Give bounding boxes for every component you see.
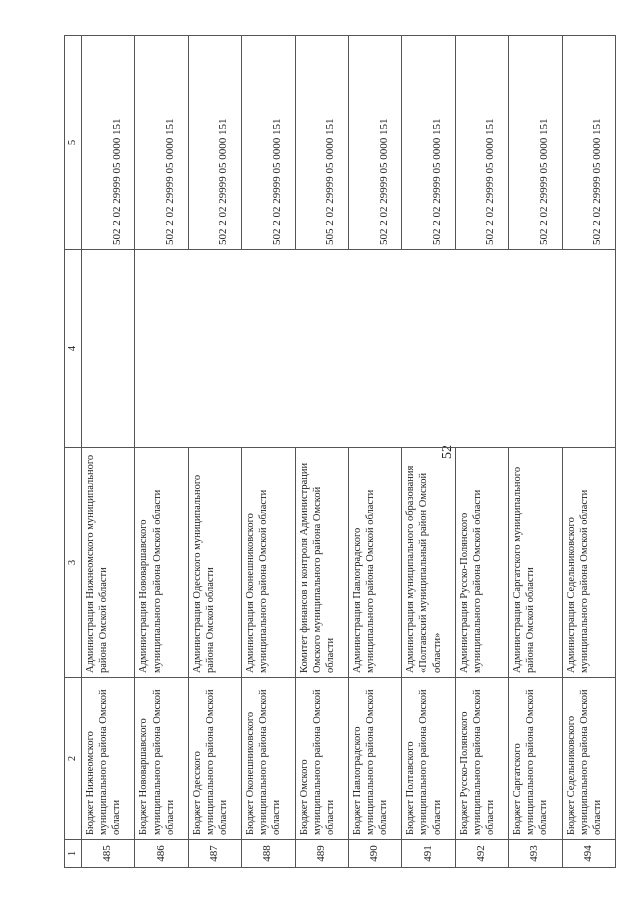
administrator-name: Комитет финансов и контроля Администрации Омского муниципального района Омской области	[295, 448, 348, 678]
header-col-4: 4	[65, 250, 82, 448]
column-4-cell	[562, 250, 615, 448]
header-row	[65, 36, 82, 868]
row-number: 491	[402, 840, 455, 868]
row-number: 493	[509, 840, 562, 868]
header-col-3: 3	[65, 448, 82, 678]
table-row	[562, 36, 615, 868]
column-4-cell	[82, 250, 135, 448]
row-number: 494	[562, 840, 615, 868]
row-number: 488	[242, 840, 295, 868]
column-4-cell	[509, 250, 562, 448]
budget-code: 502 2 02 29999 05 0000 151	[188, 36, 241, 250]
row-number: 492	[455, 840, 508, 868]
budget-code: 502 2 02 29999 05 0000 151	[509, 36, 562, 250]
table-row	[242, 36, 295, 868]
budget-name: Бюджет Нижнеомского муниципального района Омской области	[82, 678, 135, 840]
budget-code: 502 2 02 29999 05 0000 151	[242, 36, 295, 250]
budget-code: 502 2 02 29999 05 0000 151	[348, 36, 401, 250]
row-number: 490	[348, 840, 401, 868]
table-row	[348, 36, 401, 868]
column-4-cell	[295, 250, 348, 448]
table-row	[402, 36, 455, 868]
row-number: 487	[188, 840, 241, 868]
rotated-table-container	[64, 36, 616, 868]
table-row	[509, 36, 562, 868]
column-4-cell	[135, 250, 188, 448]
administrator-name: Администрация Одесского муниципального района Омской области	[188, 448, 241, 678]
budget-name: Бюджет Полтавского муниципального района Омской области	[402, 678, 455, 840]
administrator-name: Администрация Седельниковского муниципального района Омской области	[562, 448, 615, 678]
column-4-cell	[348, 250, 401, 448]
table-row	[295, 36, 348, 868]
administrator-name: Администрация Русско-Полянского муниципального района Омской области	[455, 448, 508, 678]
column-4-cell	[242, 250, 295, 448]
table-row	[82, 36, 135, 868]
budget-code: 502 2 02 29999 05 0000 151	[82, 36, 135, 250]
administrator-name: Администрация муниципального образования «Полтавский муниципальный район Омской области»	[402, 448, 455, 678]
administrator-name: Администрация Нижнеомского муниципального района Омской области	[82, 448, 135, 678]
column-4-cell	[188, 250, 241, 448]
budget-name: Бюджет Седельниковского муниципального района Омской области	[562, 678, 615, 840]
administrator-name: Администрация Нововаршавского муниципального района Омской области	[135, 448, 188, 678]
budget-code: 502 2 02 29999 05 0000 151	[562, 36, 615, 250]
budget-name: Бюджет Одесского муниципального района Омской области	[188, 678, 241, 840]
column-4-cell	[455, 250, 508, 448]
column-4-cell	[402, 250, 455, 448]
budget-name: Бюджет Павлоградского муниципального района Омской области	[348, 678, 401, 840]
budget-name: Бюджет Оконешниковского муниципального района Омской области	[242, 678, 295, 840]
administrator-name: Администрация Оконешниковского муниципального района Омской области	[242, 448, 295, 678]
row-number: 486	[135, 840, 188, 868]
budget-name: Бюджет Нововаршавского муниципального района Омской области	[135, 678, 188, 840]
budget-code: 502 2 02 29999 05 0000 151	[455, 36, 508, 250]
header-col-2: 2	[65, 678, 82, 840]
header-col-5: 5	[65, 36, 82, 250]
budget-code: 502 2 02 29999 05 0000 151	[402, 36, 455, 250]
budget-name: Бюджет Саргатского муниципального района Омской области	[509, 678, 562, 840]
row-number: 485	[82, 840, 135, 868]
budget-code: 505 2 02 29999 05 0000 151	[295, 36, 348, 250]
table-row	[455, 36, 508, 868]
budget-table	[64, 35, 616, 868]
table-row	[135, 36, 188, 868]
row-number: 489	[295, 840, 348, 868]
budget-name: Бюджет Русско-Полянского муниципального района Омской области	[455, 678, 508, 840]
header-col-1: 1	[65, 840, 82, 868]
table-row	[188, 36, 241, 868]
budget-name: Бюджет Омского муниципального района Омской области	[295, 678, 348, 840]
page-number: 52	[440, 445, 455, 459]
administrator-name: Администрация Павлоградского муниципального района Омской области	[348, 448, 401, 678]
budget-code: 502 2 02 29999 05 0000 151	[135, 36, 188, 250]
administrator-name: Администрация Саргатского муниципального района Омской области	[509, 448, 562, 678]
